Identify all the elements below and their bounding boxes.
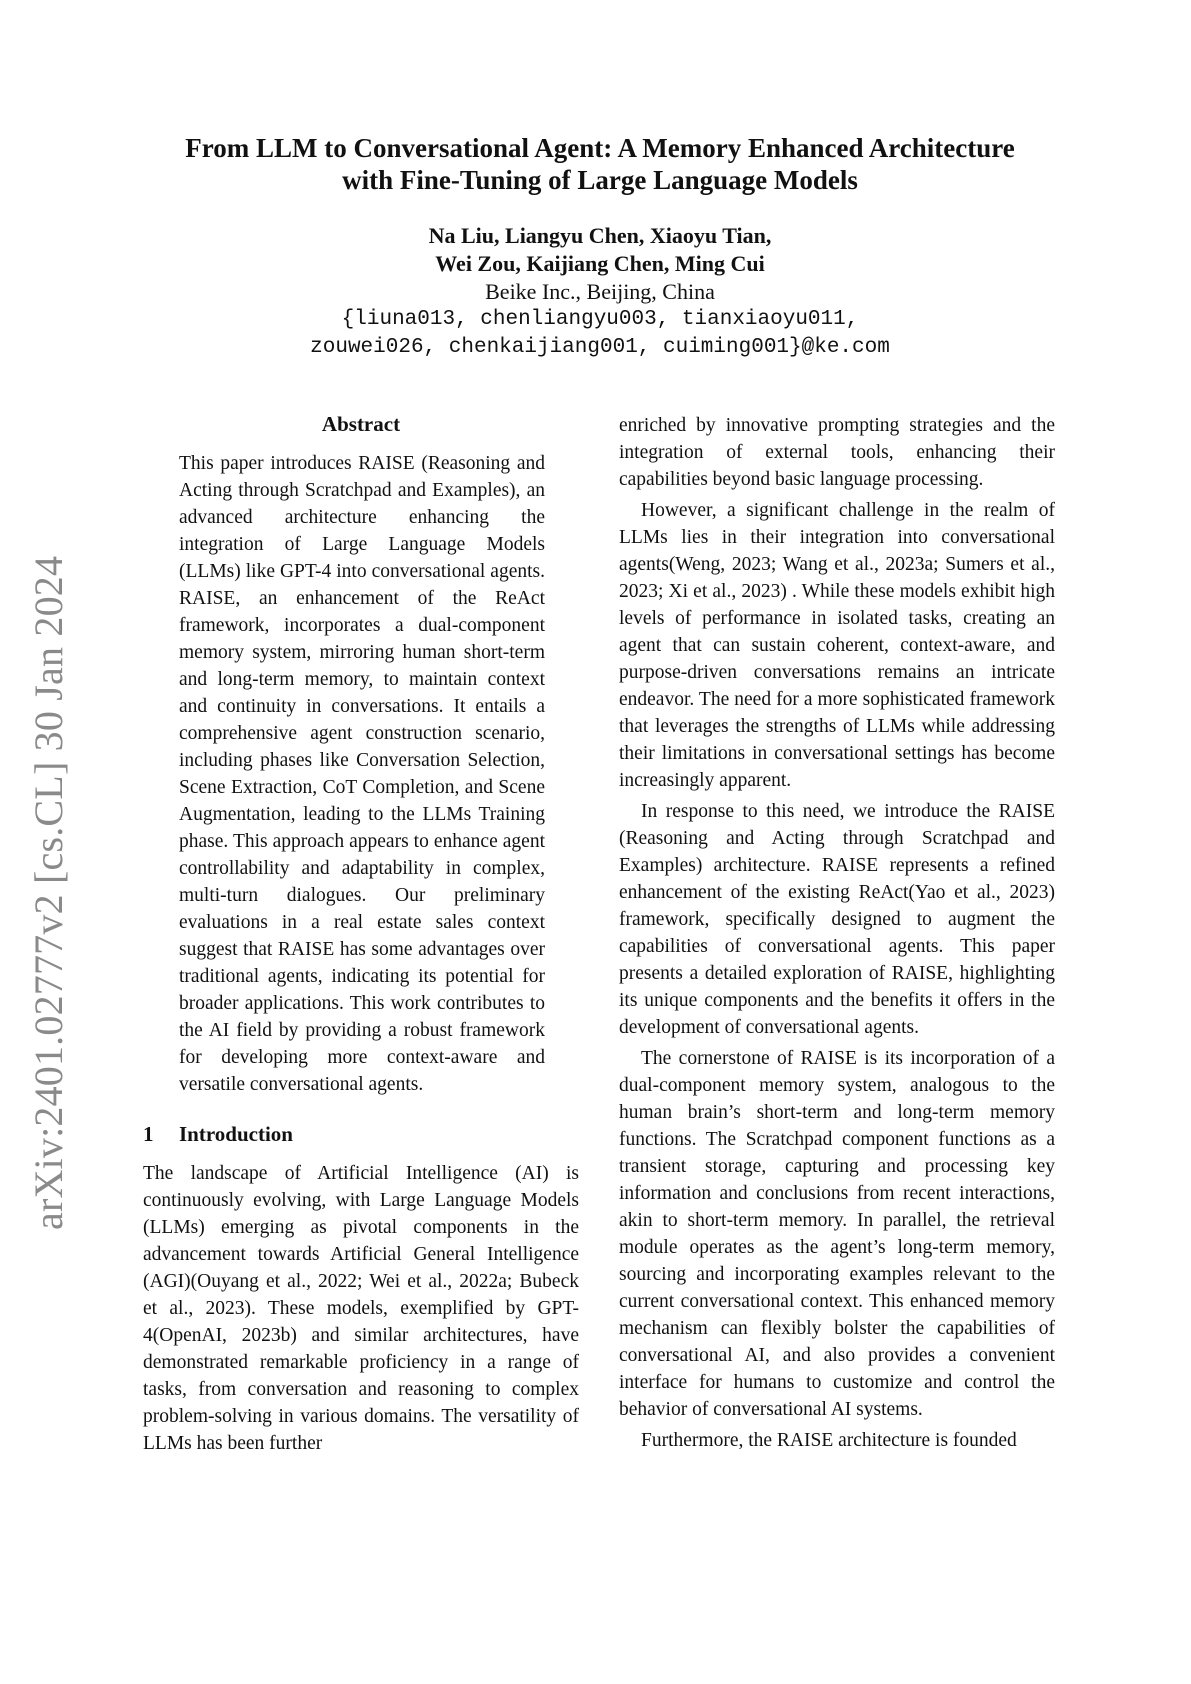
intro-paragraph-5: Furthermore, the RAISE architecture is founded — [641, 1430, 1017, 1451]
author-names-line-1: Na Liu, Liangyu Chen, Xiaoyu Tian, — [428, 223, 772, 248]
right-column — [619, 412, 1055, 1458]
arxiv-identifier-stamp: arXiv:2401.02777v2 [cs.CL] 30 Jan 2024 — [26, 555, 71, 1230]
left-column — [143, 410, 579, 1461]
paper-title — [100, 132, 1100, 196]
abstract-heading: Abstract — [321, 412, 401, 436]
author-block — [100, 222, 1100, 362]
author-names-line-2: Wei Zou, Kaijiang Chen, Ming Cui — [435, 251, 765, 276]
paper-title-line-2: with Fine-Tuning of Large Language Models — [342, 165, 858, 195]
intro-paragraph-3: In response to this need, we introduce the RAISE (Reasoning and Acting through Scratchpad and Examples) architecture. RAISE represents a refined enhancement of the existing ReAct(Yao et al., 2023) framework, specifically designed to augment the capabilities of conversational agents. This paper presents a detailed exploration of RAISE, highlighting its unique components and the benefits it offers in the development of conversational agents. — [619, 801, 1055, 1038]
section-title: Introduction — [179, 1122, 293, 1146]
author-emails-line-2: zouwei026, chenkaijiang001, cuiming001}@ke.com — [310, 336, 890, 359]
intro-paragraph-4: The cornerstone of RAISE is its incorporation of a dual-component memory system, analogous to the human brain’s short-term and long-term memory functions. The Scratchpad component functions as a transient storage, capturing and processing key information and conclusions from recent interactions, akin to short-term memory. In parallel, the retrieval module operates as the agent’s long-term memory, sourcing and incorporating examples relevant to the current conversational context. This enhanced memory mechanism can flexibly bolster the capabilities of conversational AI, and also provides a convenient interface for humans to customize and control the behavior of conversational AI systems. — [619, 1048, 1055, 1420]
author-emails-line-1: {liuna013, chenliangyu003, tianxiaoyu011, — [341, 308, 859, 331]
intro-paragraph-1-continued: enriched by innovative prompting strategies and the integration of external tools, enhancing their capabilities beyond basic language processing. — [619, 415, 1055, 490]
intro-paragraph-1: The landscape of Artificial Intelligence (AI) is continuously evolving, with Large Language Models (LLMs) emerging as pivotal components in the advancement towards Artificial General Intelligence (AGI)(Ouyang et al., 2022; Wei et al., 2022a; Bubeck et al., 2023). These models, exemplified by GPT-4(OpenAI, 2023b) and similar architectures, have demonstrated remarkable proficiency in a range of tasks, from conversation and reasoning to complex problem-solving in various domains. The versatility of LLMs has been further — [143, 1163, 579, 1454]
author-affiliation: Beike Inc., Beijing, China — [485, 279, 715, 304]
paper-title-line-1: From LLM to Conversational Agent: A Memory Enhanced Architecture — [185, 133, 1015, 163]
section-heading-introduction — [143, 1120, 579, 1148]
abstract-body: This paper introduces RAISE (Reasoning and Acting through Scratchpad and Examples), an advanced architecture enhancing the integration of Large Language Models (LLMs) like GPT-4 into conversational agents. RAISE, an enhancement of the ReAct framework, incorporates a dual-component memory system, mirroring human short-term and long-term memory, to maintain context and continuity in conversations. It entails a comprehensive agent construction scenario, including phases like Conversation Selection, Scene Extraction, CoT Completion, and Scene Augmentation, leading to the LLMs Training phase. This approach appears to enhance agent controllability and adaptability in complex, multi-turn dialogues. Our preliminary evaluations in a real estate sales context suggest that RAISE has some advantages over traditional agents, indicating its potential for broader applications. This work contributes to the AI field by providing a robust framework for developing more context-aware and versatile conversational agents. — [179, 453, 545, 1095]
intro-paragraph-2: However, a significant challenge in the realm of LLMs lies in their integration into conversational agents(Weng, 2023; Wang et al., 2023a; Sumers et al., 2023; Xi et al., 2023) . While these models exhibit high levels of performance in isolated tasks, creating an agent that can sustain coherent, context-aware, and purpose-driven conversations remains an intricate endeavor. The need for a more sophisticated framework that leverages the strengths of LLMs while addressing their limitations in conversational settings has become increasingly apparent. — [619, 500, 1055, 791]
section-number: 1 — [143, 1122, 154, 1146]
